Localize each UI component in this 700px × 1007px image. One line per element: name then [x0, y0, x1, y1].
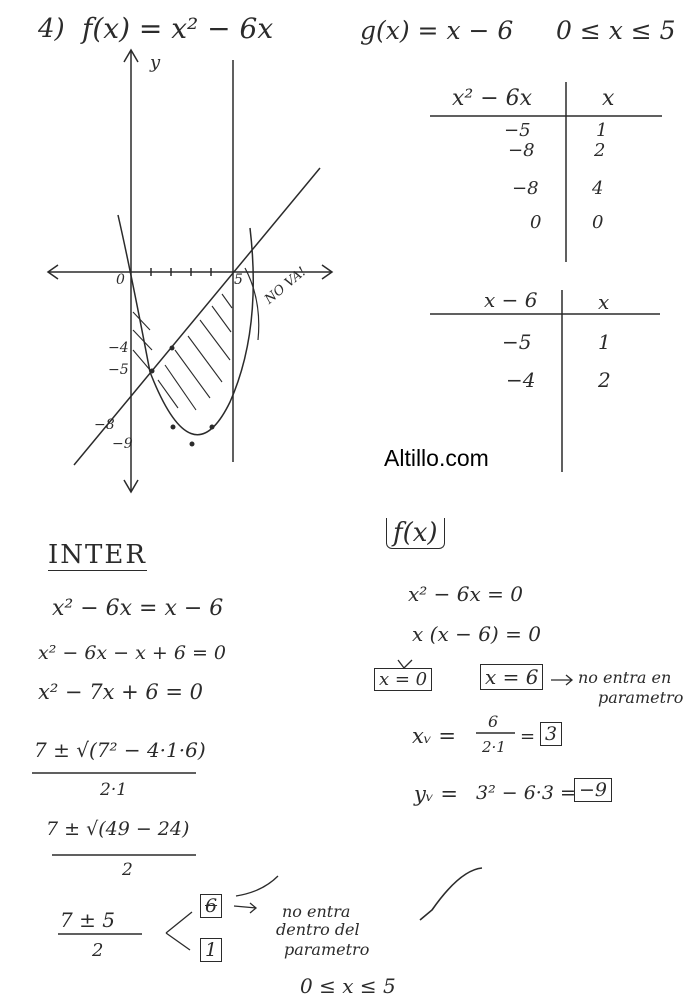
y-tick-label: −9 — [112, 436, 133, 452]
fx-title: f(x) — [386, 518, 445, 549]
table-f-cell: −8 — [512, 178, 539, 199]
no-va-note: NO VA! — [262, 264, 310, 308]
fx-eq1: x² − 6x = 0 — [408, 582, 523, 606]
g-definition: g(x) = x − 6 — [360, 16, 514, 45]
fx-eq2: x (x − 6) = 0 — [412, 622, 541, 646]
root1-box: x = 0 — [374, 668, 432, 691]
origin-label: 0 — [116, 272, 125, 288]
yv-expression: 3² − 6·3 = — [476, 782, 576, 804]
root1-arrow — [398, 660, 412, 668]
root-accepted-box: 1 — [200, 938, 222, 962]
check-mark-large — [420, 868, 482, 920]
inter-title: INTER — [48, 540, 147, 570]
table-g-cell: 2 — [598, 368, 611, 392]
table-g-col1-header: x − 6 — [484, 288, 538, 312]
rejected-note-line3: parametro — [284, 940, 370, 959]
yv-label: yᵥ = — [414, 782, 458, 806]
inter-eq2: x² − 6x − x + 6 = 0 — [38, 642, 227, 664]
inter-eq1: x² − 6x = x − 6 — [52, 596, 224, 621]
table-f-cell: −5 — [504, 120, 531, 141]
table-g-cell: −5 — [502, 330, 532, 354]
table-f-cell: −8 — [508, 140, 535, 161]
inter-eq3: x² − 7x + 6 = 0 — [38, 680, 204, 704]
problem-number: 4) — [38, 14, 65, 44]
root2-box: x = 6 — [480, 664, 543, 690]
xv-denominator: 2·1 — [482, 738, 506, 756]
x-tick-5-label: 5 — [234, 272, 243, 288]
formula-denominator: 2·1 — [100, 780, 128, 800]
y-tick-label: −5 — [108, 362, 129, 378]
yv-value-box: −9 — [574, 778, 612, 802]
y-tick-label: −4 — [108, 340, 129, 356]
reject-arrow — [234, 903, 256, 913]
formula-numerator: 7 ± √(7² − 4·1·6) — [34, 738, 206, 762]
result-denominator: 2 — [92, 940, 104, 961]
rejected-note-line1: no entra — [282, 902, 351, 921]
xv-value-box: 3 — [540, 722, 562, 746]
check-mark-small — [236, 876, 278, 896]
xv-label: xᵥ = — [412, 724, 456, 748]
root2-note-line1: no entra en — [578, 668, 672, 687]
table-f-cell: 4 — [592, 178, 604, 199]
table-f-cell: 0 — [592, 212, 604, 233]
root2-note-line2: parametro — [598, 688, 684, 707]
xv-numerator: 6 — [488, 712, 499, 731]
inter-interval: 0 ≤ x ≤ 5 — [300, 974, 396, 998]
step-denominator: 2 — [122, 860, 133, 880]
table-f-cell: 2 — [594, 140, 606, 161]
table-f-col2-header: x — [602, 86, 615, 111]
domain-interval: 0 ≤ x ≤ 5 — [556, 16, 676, 45]
watermark: Altillo.com — [384, 445, 489, 471]
table-f-cell: 1 — [596, 120, 608, 141]
shaded-area-hatching — [133, 294, 232, 410]
result-numerator: 7 ± 5 — [60, 908, 115, 932]
root2-arrow — [551, 675, 572, 685]
table-g-col2-header: x — [598, 290, 610, 314]
root-rejected-box: 6 — [200, 894, 222, 918]
table-g-cell: 1 — [598, 330, 611, 354]
step-numerator: 7 ± √(49 − 24) — [46, 818, 190, 840]
table-f-col1-header: x² − 6x — [452, 86, 533, 111]
table-f-cell: 0 — [530, 212, 542, 233]
y-tick-label: −8 — [94, 417, 115, 433]
xv-equals: = — [520, 726, 536, 747]
plotted-points — [150, 346, 215, 447]
rejected-note-line2: dentro del — [276, 920, 360, 939]
table-g-cell: −4 — [506, 368, 536, 392]
f-definition: f(x) = x² − 6x — [82, 12, 274, 45]
branch-arrows — [166, 912, 192, 950]
y-axis-label: y — [150, 52, 161, 73]
